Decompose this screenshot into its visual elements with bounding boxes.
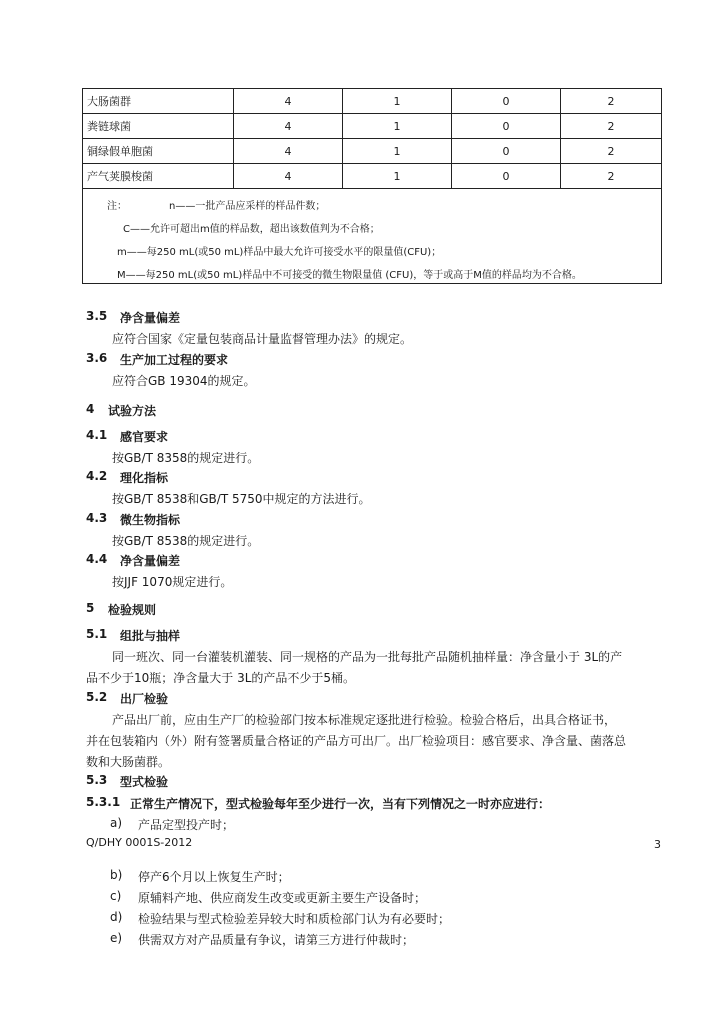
table-cell-n: 4 bbox=[234, 89, 343, 114]
section-title: 组批与抽样 bbox=[120, 629, 181, 643]
table-row bbox=[83, 89, 662, 114]
section-text: 按JJF 1070规定进行。 bbox=[112, 575, 233, 589]
section-title: 检验规则 bbox=[108, 603, 157, 617]
table-cell-M: 2 bbox=[561, 114, 662, 139]
table-cell-c: 1 bbox=[343, 164, 452, 189]
list-item: 原辅料产地、供应商发生改变或更新主要生产设备时； bbox=[138, 891, 427, 905]
doc-code: Q/DHY 0001S-2012 bbox=[86, 836, 193, 849]
table-row bbox=[83, 114, 662, 139]
note-m: m——每250 mL(或50 mL)样品中最大允许可接受水平的限量值(CFU)； bbox=[117, 247, 442, 258]
paragraph-line: 数和大肠菌群。 bbox=[86, 755, 171, 769]
notes-label: 注： bbox=[107, 201, 127, 212]
table-cell-c: 1 bbox=[343, 139, 452, 164]
section-text: 应符合GB 19304的规定。 bbox=[112, 374, 256, 388]
section-number: 4.3 bbox=[86, 511, 108, 525]
section-title: 生产加工过程的要求 bbox=[120, 353, 229, 367]
table-cell-c: 1 bbox=[343, 89, 452, 114]
list-item-label: b) bbox=[110, 868, 123, 882]
list-item-label: e) bbox=[110, 931, 123, 945]
list-item: 检验结果与型式检验差异较大时和质检部门认为有必要时； bbox=[138, 912, 451, 926]
section-number: 4.1 bbox=[86, 428, 108, 442]
table-cell-m: 0 bbox=[452, 139, 561, 164]
table-cell-name: 大肠菌群 bbox=[83, 89, 234, 114]
table-cell-M: 2 bbox=[561, 164, 662, 189]
list-item-label: a) bbox=[110, 816, 123, 830]
section-number: 4.4 bbox=[86, 552, 108, 566]
section-number: 5.3 bbox=[86, 773, 108, 787]
paragraph-line: 并在包装箱内（外）附有签署质量合格证的产品方可出厂。出厂检验项目：感官要求、净含量、菌落总 bbox=[86, 734, 627, 748]
section-text: 按GB/T 8538的规定进行。 bbox=[112, 534, 260, 548]
list-item: 供需双方对产品质量有争议，请第三方进行仲裁时； bbox=[138, 933, 415, 947]
microbial-limits-table bbox=[82, 88, 662, 189]
list-item: 停产6个月以上恢复生产时； bbox=[138, 870, 290, 884]
table-cell-c: 1 bbox=[343, 114, 452, 139]
table-cell-m: 0 bbox=[452, 164, 561, 189]
table-cell-name: 产气荚膜梭菌 bbox=[83, 164, 234, 189]
list-item-label: c) bbox=[110, 889, 122, 903]
table-notes bbox=[82, 188, 662, 284]
table-cell-n: 4 bbox=[234, 139, 343, 164]
section-title: 微生物指标 bbox=[120, 513, 181, 527]
table-cell-m: 0 bbox=[452, 89, 561, 114]
table-cell-M: 2 bbox=[561, 89, 662, 114]
table-cell-n: 4 bbox=[234, 164, 343, 189]
section-number: 4 bbox=[86, 402, 95, 416]
list-item-label: d) bbox=[110, 910, 123, 924]
paragraph-line: 产品出厂前，应由生产厂的检验部门按本标准规定逐批进行检验。检验合格后，出具合格证书， bbox=[112, 713, 617, 727]
section-number: 4.2 bbox=[86, 469, 108, 483]
table-row bbox=[83, 139, 662, 164]
section-text: 正常生产情况下，型式检验每年至少进行一次，当有下列情况之一时亦应进行： bbox=[130, 797, 551, 811]
section-number: 3.5 bbox=[86, 309, 108, 323]
note-c: C——允许可超出m值的样品数，超出该数值判为不合格； bbox=[123, 224, 380, 235]
section-number: 3.6 bbox=[86, 351, 108, 365]
paragraph-line: 品不少于10瓶；净含量大于 3L的产品不少于5桶。 bbox=[86, 671, 356, 685]
section-title: 净含量偏差 bbox=[120, 311, 181, 325]
note-M: M——每250 mL(或50 mL)样品中不可接受的微生物限量值 (CFU)，等于或高于M值的样品均为不合格。 bbox=[117, 270, 582, 281]
table-row bbox=[83, 164, 662, 189]
section-title: 感官要求 bbox=[120, 430, 169, 444]
section-text: 按GB/T 8358的规定进行。 bbox=[112, 451, 260, 465]
list-item: 产品定型投产时； bbox=[138, 818, 235, 832]
table-cell-n: 4 bbox=[234, 114, 343, 139]
table-cell-m: 0 bbox=[452, 114, 561, 139]
section-title: 型式检验 bbox=[120, 775, 169, 789]
section-title: 净含量偏差 bbox=[120, 554, 181, 568]
paragraph-line: 同一班次、同一台灌装机灌装、同一规格的产品为一批每批产品随机抽样量：净含量小于 3L的产 bbox=[112, 650, 623, 664]
table-cell-name: 粪链球菌 bbox=[83, 114, 234, 139]
note-n: n——一批产品应采样的样品件数； bbox=[169, 201, 326, 212]
section-number: 5.2 bbox=[86, 690, 108, 704]
section-title: 理化指标 bbox=[120, 471, 169, 485]
section-text: 按GB/T 8538和GB/T 5750中规定的方法进行。 bbox=[112, 492, 371, 506]
section-number: 5.3.1 bbox=[86, 795, 121, 809]
section-title: 试验方法 bbox=[108, 404, 157, 418]
table-cell-name: 铜绿假单胞菌 bbox=[83, 139, 234, 164]
section-title: 出厂检验 bbox=[120, 692, 169, 706]
page-number: 3 bbox=[654, 838, 661, 851]
section-number: 5 bbox=[86, 601, 95, 615]
table-cell-M: 2 bbox=[561, 139, 662, 164]
section-text: 应符合国家《定量包装商品计量监督管理办法》的规定。 bbox=[112, 332, 413, 346]
section-number: 5.1 bbox=[86, 627, 108, 641]
